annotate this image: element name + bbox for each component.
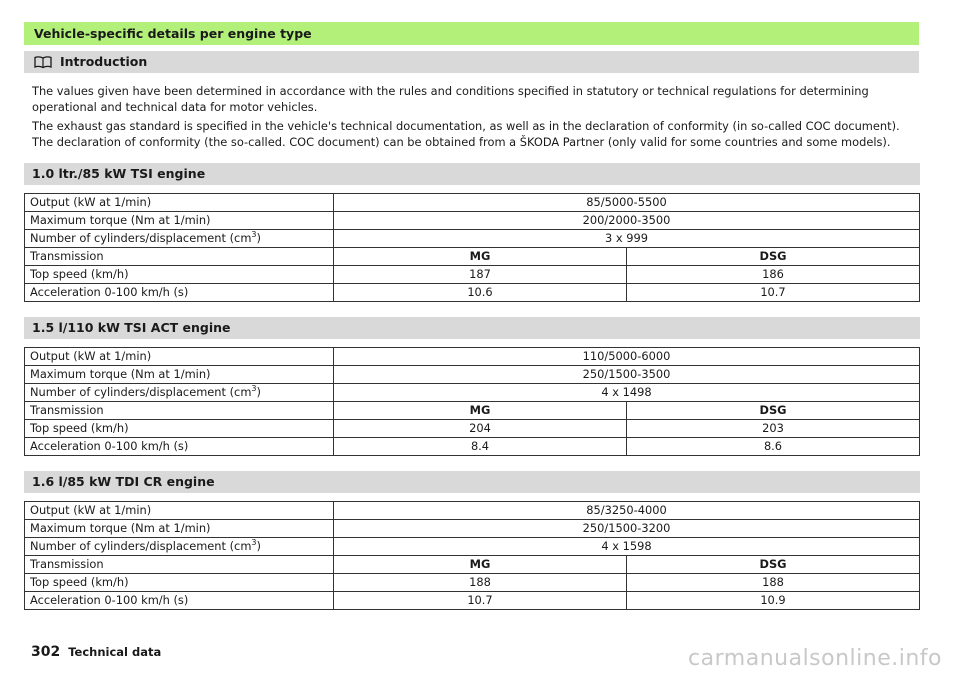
row-label: Top speed (km/h) — [25, 574, 334, 592]
row-label: Output (kW at 1/min) — [25, 194, 334, 212]
document-page — [24, 22, 919, 607]
transmission-dsg: DSG — [627, 556, 920, 574]
row-label: Acceleration 0-100 km/h (s) — [25, 438, 334, 456]
intro-paragraph-1: The values given have been determined in accordance with the rules and conditions specified in statutory or technical regulations for determining operational and technical data for motor vehicles. — [32, 84, 869, 114]
row-label-sup: 3 — [251, 538, 257, 548]
transmission-dsg: DSG — [627, 248, 920, 266]
table-row — [25, 592, 920, 610]
row-label: Top speed (km/h) — [25, 266, 334, 284]
row-label: Transmission — [25, 556, 334, 574]
accel-dsg: 10.9 — [627, 592, 920, 610]
page-number: 302 — [31, 644, 61, 660]
table-row — [25, 194, 920, 212]
intro-heading-label: Introduction — [60, 54, 148, 69]
table-row — [25, 438, 920, 456]
torque-value: 200/2000-3500 — [334, 212, 920, 230]
transmission-mg: MG — [334, 402, 627, 420]
row-label — [25, 538, 334, 556]
row-label-close: ) — [256, 385, 261, 399]
row-label — [25, 230, 334, 248]
row-label-sup: 3 — [251, 230, 257, 240]
book-icon — [34, 56, 52, 69]
row-label — [25, 384, 334, 402]
table-row — [25, 538, 920, 556]
engine-spec-table — [24, 347, 920, 456]
cylinders-value: 4 x 1598 — [334, 538, 920, 556]
table-row — [25, 366, 920, 384]
engine-title: 1.5 l/110 kW TSI ACT engine — [24, 317, 920, 339]
row-label: Output (kW at 1/min) — [25, 502, 334, 520]
accel-dsg: 10.7 — [627, 284, 920, 302]
accel-mg: 10.7 — [334, 592, 627, 610]
accel-dsg: 8.6 — [627, 438, 920, 456]
table-row — [25, 284, 920, 302]
row-label: Maximum torque (Nm at 1/min) — [25, 520, 334, 538]
table-row — [25, 520, 920, 538]
table-row — [25, 384, 920, 402]
page-footer — [31, 644, 161, 660]
speed-mg: 187 — [334, 266, 627, 284]
cylinders-value: 3 x 999 — [334, 230, 920, 248]
torque-value: 250/1500-3200 — [334, 520, 920, 538]
row-label-text: Number of cylinders/displacement (cm — [30, 385, 252, 399]
accel-mg: 8.4 — [334, 438, 627, 456]
row-label-text: Number of cylinders/displacement (cm — [30, 539, 252, 553]
table-row — [25, 556, 920, 574]
engine-title: 1.6 l/85 kW TDI CR engine — [24, 471, 920, 493]
table-row — [25, 266, 920, 284]
table-row — [25, 348, 920, 366]
torque-value: 250/1500-3500 — [334, 366, 920, 384]
table-row — [25, 420, 920, 438]
watermark: carmanualsonline.info — [688, 646, 942, 671]
table-row — [25, 230, 920, 248]
transmission-mg: MG — [334, 556, 627, 574]
row-label-close: ) — [256, 539, 261, 553]
cylinders-value: 4 x 1498 — [334, 384, 920, 402]
engine-section — [24, 471, 920, 610]
transmission-dsg: DSG — [627, 402, 920, 420]
table-row — [25, 502, 920, 520]
engine-spec-table — [24, 193, 920, 302]
page-title: Vehicle-specific details per engine type — [24, 22, 919, 45]
row-label: Transmission — [25, 402, 334, 420]
table-row — [25, 402, 920, 420]
row-label: Acceleration 0-100 km/h (s) — [25, 284, 334, 302]
row-label: Transmission — [25, 248, 334, 266]
row-label: Acceleration 0-100 km/h (s) — [25, 592, 334, 610]
row-label: Maximum torque (Nm at 1/min) — [25, 212, 334, 230]
output-value: 110/5000-6000 — [334, 348, 920, 366]
intro-paragraph-2: The exhaust gas standard is specified in the vehicle's technical documentation, as well as in the declaration of conformity (in so-called COC document). The declaration of conformity (the so-called. COC document) can be obtained from a ŠKODA Partner (only valid for some countries and some models). — [32, 119, 900, 149]
row-label: Top speed (km/h) — [25, 420, 334, 438]
engine-section — [24, 317, 920, 456]
intro-heading — [24, 51, 919, 73]
output-value: 85/5000-5500 — [334, 194, 920, 212]
speed-mg: 204 — [334, 420, 627, 438]
row-label-sup: 3 — [251, 384, 257, 394]
row-label: Output (kW at 1/min) — [25, 348, 334, 366]
row-label: Maximum torque (Nm at 1/min) — [25, 366, 334, 384]
engine-spec-table — [24, 501, 920, 610]
transmission-mg: MG — [334, 248, 627, 266]
speed-dsg: 186 — [627, 266, 920, 284]
engine-title: 1.0 ltr./85 kW TSI engine — [24, 163, 920, 185]
accel-mg: 10.6 — [334, 284, 627, 302]
speed-dsg: 188 — [627, 574, 920, 592]
engine-section — [24, 163, 920, 302]
speed-dsg: 203 — [627, 420, 920, 438]
table-row — [25, 248, 920, 266]
table-row — [25, 574, 920, 592]
footer-section-title: Technical data — [68, 645, 162, 659]
row-label-close: ) — [256, 231, 261, 245]
table-row — [25, 212, 920, 230]
row-label-text: Number of cylinders/displacement (cm — [30, 231, 252, 245]
speed-mg: 188 — [334, 574, 627, 592]
output-value: 85/3250-4000 — [334, 502, 920, 520]
